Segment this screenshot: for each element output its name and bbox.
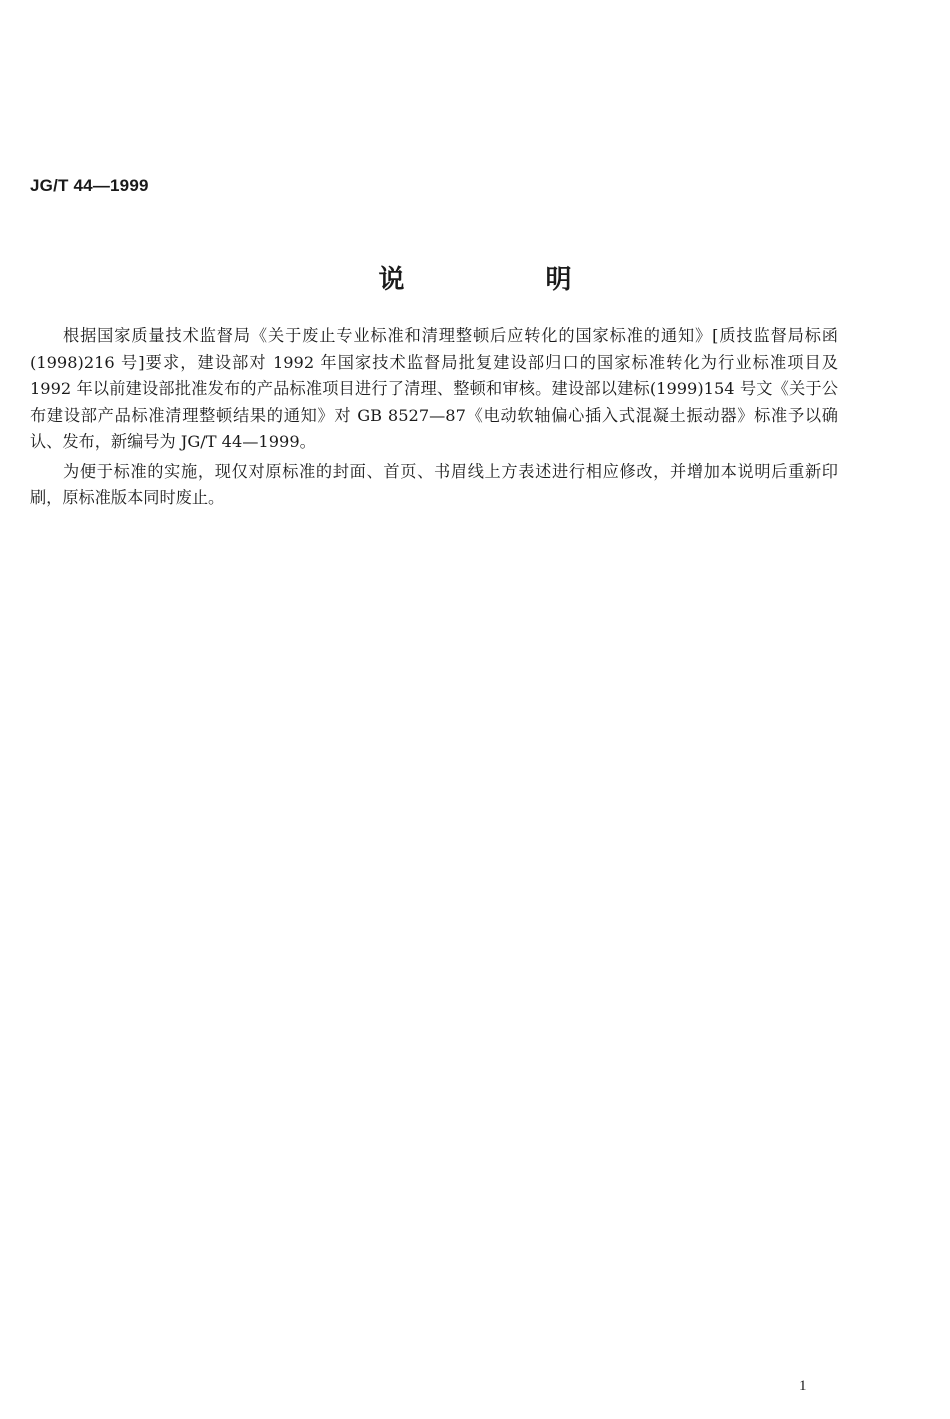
page-title: 说 明 <box>378 265 638 295</box>
standard-code: JG/T 44—1999 <box>30 176 149 195</box>
page-number: 1 <box>799 1378 807 1394</box>
paragraph-1: 根据国家质量技术监督局《关于废止专业标准和清理整顿后应转化的国家标准的通知》[质技监督局标函(1998)216 号]要求，建设部对 1992 年国家技术监督局批复建设部归口的国家标准转化为行业标准项目及 1992 年以前建设部批准发布的产品标准项目进行了清理、整顿和审核。建设部以建标(1999)154 号文《关于公布建设部产品标准清理整顿结果的通知》对 GB 8527—87《电动软轴偏心插入式混凝土振动器》标准予以确认、发布，新编号为 JG/T 44—1999。 <box>30 326 838 451</box>
document-body <box>30 323 838 515</box>
paragraph-2: 为便于标准的实施，现仅对原标准的封面、首页、书眉线上方表述进行相应修改，并增加本说明后重新印刷，原标准版本同时废止。 <box>30 461 838 507</box>
